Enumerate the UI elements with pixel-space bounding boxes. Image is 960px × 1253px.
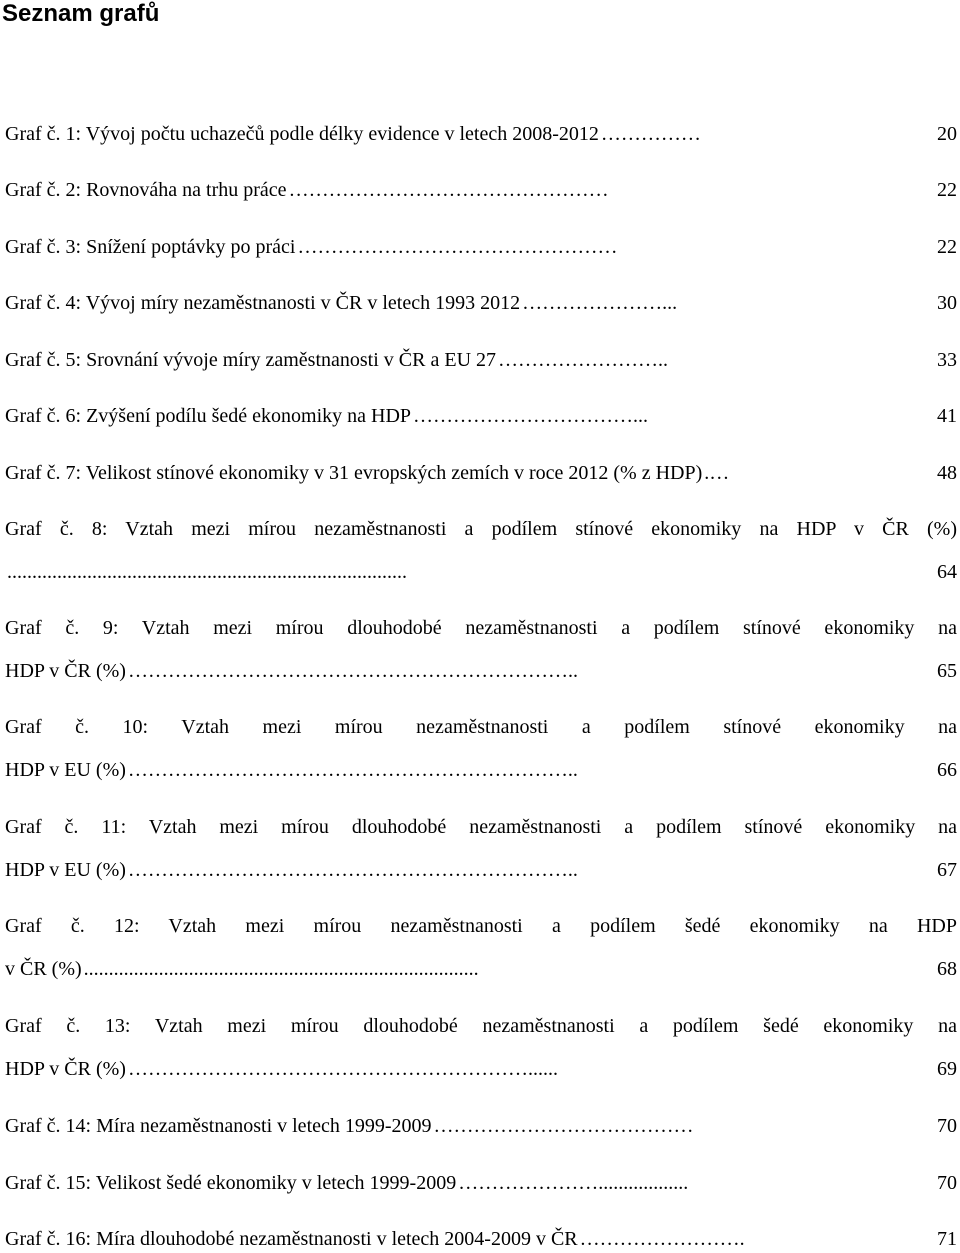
toc-page-number: 30 — [937, 292, 957, 314]
toc-entry-label: Graf č. 13: Vztah mezi mírou dlouhodobé nezaměstnanosti a podílem šedé ekonomiky na — [5, 1015, 957, 1037]
toc-page-number: 22 — [937, 179, 957, 201]
toc-entry-label: Graf č. 11: Vztah mezi mírou dlouhodobé nezaměstnanosti a podílem stínové ekonomiky na — [5, 816, 957, 838]
toc-entry-label-cont: HDP v ČR (%) — [5, 1058, 126, 1080]
toc-entry-15[interactable] — [5, 1169, 957, 1197]
toc-entry-label: Graf č. 1: Vývoj počtu uchazečů podle délky evidence v letech 2008-2012 — [5, 123, 599, 145]
toc-page-number: 70 — [937, 1172, 957, 1194]
toc-entry-label: Graf č. 3: Snížení poptávky po práci — [5, 236, 296, 258]
toc-entry-10[interactable] — [5, 713, 957, 784]
toc-leader: ………………………………………………………….. — [127, 660, 578, 682]
toc-entry-label-cont: HDP v EU (%) — [5, 859, 126, 881]
toc-leader: ………………………………………………………….. — [127, 759, 578, 781]
toc-entry-label: Graf č. 9: Vztah mezi mírou dlouhodobé nezaměstnanosti a podílem stínové ekonomiky na — [5, 617, 957, 639]
toc-entry-label: Graf č. 5: Srovnání vývoje míry zaměstnanosti v ČR a EU 27 — [5, 349, 497, 371]
toc-page-number: 67 — [937, 859, 957, 881]
toc-entry-label-cont: HDP v EU (%) — [5, 759, 126, 781]
toc-page-number: 65 — [937, 660, 957, 682]
toc-page-number: 66 — [937, 759, 957, 781]
toc-leader: ................................................................................ — [7, 561, 407, 583]
toc-page-number: 68 — [937, 958, 957, 980]
toc-entry-label: Graf č. 14: Míra nezaměstnanosti v letech 1999-2009 — [5, 1115, 432, 1137]
toc-entry-6[interactable] — [5, 402, 957, 430]
toc-page-number: 22 — [937, 236, 957, 258]
toc-leader: …………………... — [522, 292, 678, 314]
toc-page-number: 41 — [937, 405, 957, 427]
toc-entry-label: Graf č. 16: Míra dlouhodobé nezaměstnanosti v letech 2004-2009 v ČR — [5, 1228, 578, 1250]
toc-page-number: 71 — [937, 1228, 957, 1250]
toc-leader: ………………….................. — [458, 1172, 689, 1194]
toc-entry-2[interactable] — [5, 176, 957, 204]
toc-entry-5[interactable] — [5, 346, 957, 374]
toc-entry-9[interactable] — [5, 614, 957, 685]
toc-entry-13[interactable] — [5, 1012, 957, 1083]
toc-entry-7[interactable] — [5, 459, 957, 487]
toc-leader: ............................................................................... — [83, 958, 479, 980]
toc-leader: …………………….. — [498, 349, 669, 371]
toc-entry-3[interactable] — [5, 233, 957, 261]
toc-entry-label: Graf č. 12: Vztah mezi mírou nezaměstnanosti a podílem šedé ekonomiky na HDP — [5, 915, 957, 937]
toc-entry-1[interactable] — [5, 120, 957, 148]
toc-leader: ………………………………………………………….. — [127, 859, 578, 881]
toc-entry-12[interactable] — [5, 912, 957, 983]
toc-entry-14[interactable] — [5, 1112, 957, 1140]
toc-leader: …………… — [600, 123, 701, 145]
toc-leader: ………………………………… — [433, 1115, 694, 1137]
toc-entry-label-cont: v ČR (%) — [5, 958, 82, 980]
toc-page-number: 64 — [937, 561, 957, 583]
toc-entry-16[interactable] — [5, 1225, 957, 1253]
toc-entry-label: Graf č. 10: Vztah mezi mírou nezaměstnanosti a podílem stínové ekonomiky na — [5, 716, 957, 738]
toc-entry-label: Graf č. 15: Velikost šedé ekonomiky v letech 1999-2009 — [5, 1172, 457, 1194]
toc-page-number: 48 — [937, 462, 957, 484]
toc-entry-label: Graf č. 2: Rovnováha na trhu práce — [5, 179, 287, 201]
toc-leader: ………………………………………… — [288, 179, 609, 201]
toc-entry-label: Graf č. 8: Vztah mezi mírou nezaměstnanosti a podílem stínové ekonomiky na HDP v ČR (%) — [5, 518, 957, 540]
toc-leader: ……………………………………………………...... — [127, 1058, 558, 1080]
toc-entry-label: Graf č. 7: Velikost stínové ekonomiky v 31 evropských zemích v roce 2012 (% z HDP) — [5, 462, 703, 484]
toc-entry-label-cont: HDP v ČR (%) — [5, 660, 126, 682]
toc-entry-label: Graf č. 6: Zvýšení podílu šedé ekonomiky na HDP — [5, 405, 412, 427]
toc-page-number: 70 — [937, 1115, 957, 1137]
toc-entry-8[interactable] — [5, 515, 957, 586]
toc-page-number: 33 — [937, 349, 957, 371]
toc-leader: ……………………………... — [413, 405, 649, 427]
toc-page-number: 69 — [937, 1058, 957, 1080]
toc-entry-label: Graf č. 4: Vývoj míry nezaměstnanosti v ČR v letech 1993 2012 — [5, 292, 521, 314]
page-title: Seznam grafů — [2, 0, 160, 27]
toc-entry-11[interactable] — [5, 813, 957, 884]
toc-leader: .… — [704, 462, 730, 484]
toc-page-number: 20 — [937, 123, 957, 145]
toc-leader: ……………………. — [579, 1228, 745, 1250]
toc-entry-4[interactable] — [5, 289, 957, 317]
toc-leader: ………………………………………… — [297, 236, 618, 258]
